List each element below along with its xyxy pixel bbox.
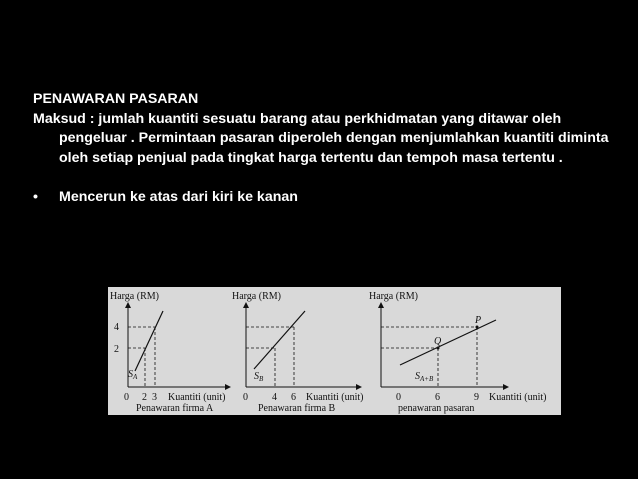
panel-b-ylabel: Harga (RM) <box>232 291 281 302</box>
panel-b-caption: Penawaran firma B <box>258 403 336 414</box>
panel-c-xtick-6: 6 <box>435 392 440 403</box>
panel-a-xtick-0: 0 <box>124 392 129 403</box>
panel-a-xlabel: Kuantiti (unit) <box>168 392 226 403</box>
panel-c-xtick-9: 9 <box>474 392 479 403</box>
point-p-label: P <box>475 315 482 326</box>
panel-c-ylabel: Harga (RM) <box>369 291 418 302</box>
panel-a-ytick-2: 2 <box>114 344 119 355</box>
bullet-item <box>33 188 623 208</box>
panel-b-xtick-6: 6 <box>291 392 296 403</box>
panel-a-xtick-3: 3 <box>152 392 157 403</box>
panel-a-ytick-4: 4 <box>114 322 119 333</box>
bullet-text: Mencerun ke atas dari kiri ke kanan <box>59 189 298 206</box>
panel-firm-a <box>110 291 230 414</box>
panel-a-caption: Penawaran firma A <box>136 403 214 414</box>
panel-firm-b <box>232 291 364 414</box>
panel-market <box>369 291 547 414</box>
panel-c-caption: penawaran pasaran <box>398 403 475 414</box>
panel-a-xtick-2: 2 <box>142 392 147 403</box>
point-q-label: Q <box>434 336 442 347</box>
panel-b-curve-label: $S_B$ <box>254 371 264 383</box>
slide-text <box>33 90 623 208</box>
panel-b-xtick-4: 4 <box>272 392 277 403</box>
panel-a-ylabel: Harga (RM) <box>110 291 159 302</box>
panel-a-curve-label: $S_A$ <box>128 369 138 381</box>
panel-a-supply-curve <box>135 311 163 371</box>
supply-diagram <box>108 287 561 415</box>
panel-c-xtick-0: 0 <box>396 392 401 403</box>
definition-paragraph: Maksud : jumlah kuantiti sesuatu barang atau perkhidmatan yang ditawar oleh pengeluar . Permintaan pasaran diperoleh dengan menjumlahkan kuantiti diminta oleh setiap penjual pada tingkat harga tertentu dan tempoh masa tertentu . <box>33 110 609 166</box>
bullet-dot: • <box>33 189 38 206</box>
panel-c-xlabel: Kuantiti (unit) <box>489 392 547 403</box>
panel-b-xtick-0: 0 <box>243 392 248 403</box>
panel-c-curve-label: $S_{A+B}$ <box>415 371 434 383</box>
panel-b-xlabel: Kuantiti (unit) <box>306 392 364 403</box>
panel-b-supply-curve <box>254 311 305 369</box>
slide-heading: PENAWARAN PASARAN <box>33 91 199 107</box>
